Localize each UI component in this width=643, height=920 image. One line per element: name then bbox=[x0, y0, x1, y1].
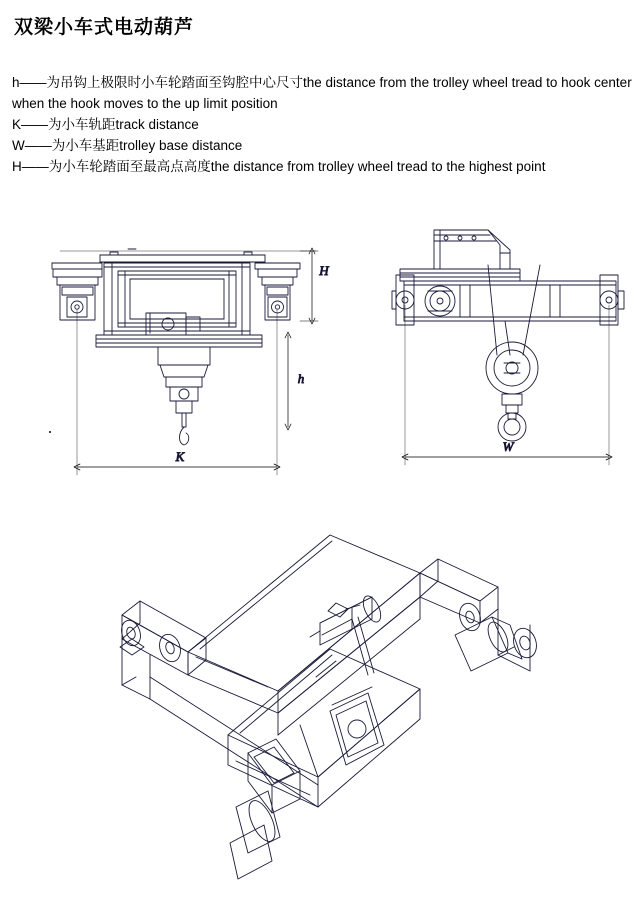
side-elevation-view bbox=[392, 230, 624, 465]
legend-line-w: W——为小车基距trolley base distance bbox=[12, 138, 243, 153]
drawing-canvas bbox=[0, 205, 643, 905]
dimension-label-h: h bbox=[297, 371, 305, 386]
legend-block bbox=[12, 72, 632, 177]
legend-line-k: K——为小车轨距track distance bbox=[12, 117, 199, 132]
front-elevation-view bbox=[49, 248, 329, 475]
page-title: 双梁小车式电动葫芦 bbox=[14, 16, 195, 38]
technical-drawings bbox=[0, 205, 643, 905]
isometric-view bbox=[118, 535, 540, 879]
dimension-label-W: W bbox=[502, 439, 514, 454]
dimension-label-H: H bbox=[319, 263, 329, 278]
dimension-label-K: K bbox=[175, 449, 185, 464]
legend-line-h: h——为吊钩上极限时小车轮踏面至钩腔中心尺寸the distance from the trolley wheel tread to hook center when the hook moves to the up limit position bbox=[12, 75, 632, 111]
legend-line-H: H——为小车轮踏面至最高点高度the distance from trolley wheel tread to the highest point bbox=[12, 159, 546, 174]
